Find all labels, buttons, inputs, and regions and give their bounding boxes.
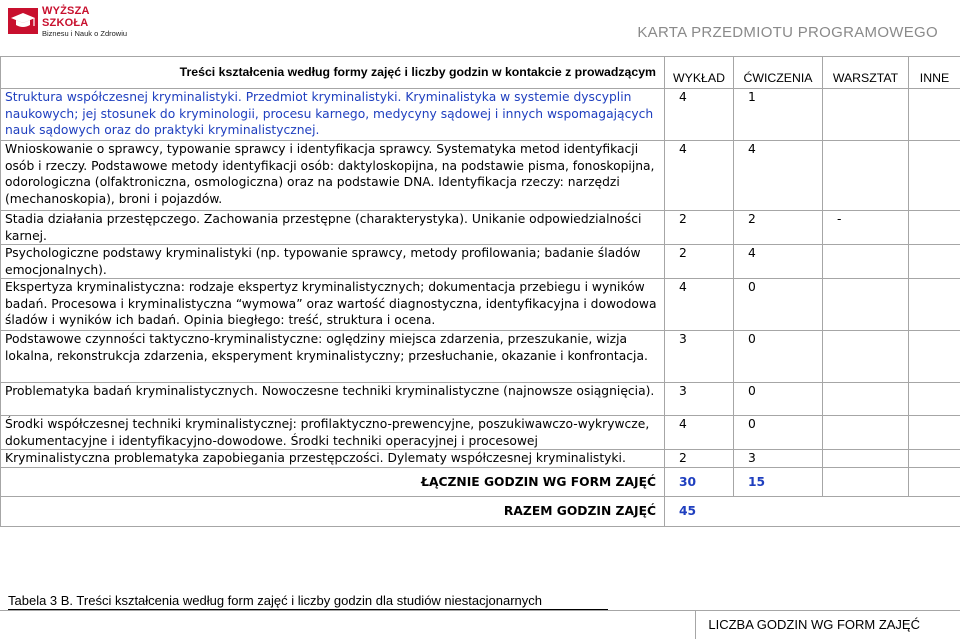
hours-warsztat — [823, 331, 909, 383]
table-title: Treści kształcenia według formy zajęć i liczby godzin w kontakcie z prowadzącym — [1, 57, 665, 89]
hours-cwiczenia: 2 — [734, 211, 823, 245]
total-inne — [909, 468, 960, 497]
next-table-label: LICZBA GODZIN WG FORM ZAJĘĆ — [708, 617, 920, 632]
hours-warsztat — [823, 279, 909, 331]
school-logo — [8, 6, 132, 36]
table-row — [1, 211, 960, 245]
column-header-inne: INNE — [909, 57, 960, 89]
column-header-wyklad: WYKŁAD — [665, 57, 734, 89]
topic-text: Struktura współczesnej kryminalistyki. Przedmiot kryminalistyki. Kryminalistyka w systemie dyscyplin naukowych; jej stosunek do kryminologii, procesu karnego, medycyny sądowej i innych wspomagających nauk sądowych oraz do praktyki kryminalistycznej. — [5, 90, 654, 137]
topic-cell — [1, 279, 665, 331]
hours-wyklad: 2 — [665, 450, 734, 468]
hours-inne — [909, 450, 960, 468]
hours-inne — [909, 331, 960, 383]
topic-cell — [1, 89, 665, 141]
hours-inne — [909, 141, 960, 211]
total-cwiczenia: 15 — [734, 468, 823, 497]
topic-text: Kryminalistyczna problematyka zapobiegania przestępczości. Dylematy współczesnej kryminalistyki. — [5, 451, 626, 465]
table-header-row — [1, 57, 960, 89]
hours-wyklad: 4 — [665, 416, 734, 450]
table-row — [1, 89, 960, 141]
table-row — [1, 279, 960, 331]
hours-cwiczenia: 0 — [734, 383, 823, 416]
column-header-warsztat: WARSZTAT — [823, 57, 909, 89]
topic-text: Środki współczesnej techniki kryminalistycznej: profilaktyczno-prewencyjne, poszukiwawczo-wykrywcze, dokumentacyjne i identyfikacyjno-dowodowe. Środki techniki operacyjnej i procesowej — [5, 417, 650, 448]
column-header-cwiczenia: ĆWICZENIA — [734, 57, 823, 89]
hours-warsztat — [823, 450, 909, 468]
topic-cell — [1, 331, 665, 383]
hours-warsztat — [823, 245, 909, 279]
table-row — [1, 245, 960, 279]
topic-cell — [1, 141, 665, 211]
topic-text: Problematyka badań kryminalistycznych. Nowoczesne techniki kryminalistyczne (najnowsze osiągnięcia). — [5, 384, 655, 398]
next-table-header — [0, 610, 960, 639]
topic-cell — [1, 245, 665, 279]
hours-wyklad: 2 — [665, 211, 734, 245]
logo-line-2: Biznesu i Nauk o Zdrowiu — [42, 28, 128, 38]
graduation-cap-icon — [8, 8, 38, 34]
hours-warsztat — [823, 383, 909, 416]
total-warsztat — [823, 468, 909, 497]
hours-wyklad: 2 — [665, 245, 734, 279]
hours-cwiczenia: 4 — [734, 141, 823, 211]
total-by-form-label: ŁĄCZNIE GODZIN WG FORM ZAJĘĆ — [1, 468, 665, 497]
table-row — [1, 331, 960, 383]
hours-warsztat — [823, 416, 909, 450]
hours-cwiczenia: 0 — [734, 331, 823, 383]
hours-inne — [909, 245, 960, 279]
hours-cwiczenia: 3 — [734, 450, 823, 468]
topic-cell — [1, 416, 665, 450]
table-row — [1, 416, 960, 450]
next-table-left-cell — [0, 611, 696, 639]
hours-wyklad: 4 — [665, 141, 734, 211]
table-row — [1, 383, 960, 416]
topic-cell — [1, 450, 665, 468]
hours-warsztat — [823, 89, 909, 141]
total-wyklad: 30 — [665, 468, 734, 497]
table-row — [1, 450, 960, 468]
hours-cwiczenia: 0 — [734, 279, 823, 331]
hours-cwiczenia: 1 — [734, 89, 823, 141]
document-title: KARTA PRZEDMIOTU PROGRAMOWEGO — [637, 24, 938, 41]
grand-total-label: RAZEM GODZIN ZAJĘĆ — [1, 497, 665, 527]
hours-inne — [909, 416, 960, 450]
topic-cell — [1, 211, 665, 245]
hours-inne — [909, 89, 960, 141]
hours-cwiczenia: 0 — [734, 416, 823, 450]
topic-text: Psychologiczne podstawy kryminalistyki (np. typowanie sprawcy, metody profilowania; badanie śladów emocjonalnych). — [5, 246, 641, 277]
course-content-table — [0, 56, 960, 527]
table-row — [1, 141, 960, 211]
topic-text: Ekspertyza kryminalistyczna: rodzaje ekspertyz kryminalistycznych; dokumentacja przebiegu i wyników badań. Procesowa i kryminalistyczna “wymowa” oraz wartość diagnostyczna, identyfikacyjna i dowodowa śladów i wyników ich badań. Opinia biegłego: treść, struktura i ocena. — [5, 280, 657, 327]
topic-cell — [1, 383, 665, 416]
topic-text: Stadia działania przestępczego. Zachowania przestępne (charakterystyka). Unikanie odpowiedzialności karnej. — [5, 212, 642, 243]
grand-total-row — [1, 497, 960, 527]
grand-total-value: 45 — [665, 497, 960, 527]
hours-wyklad: 3 — [665, 331, 734, 383]
topic-text: Wnioskowanie o sprawcy, typowanie sprawcy i identyfikacja sprawcy. Systematyka metod identyfikacji osób i rzeczy. Podstawowe metody identyfikacji osób: daktyloskopijna, na podstawie pisma, fonoskopijna, odorologiczna (olfaktroniczna, osmologiczna) oraz na podstawie DNA. Identyfikacja rzeczy: narzędzi (mechanoskopia), broni i pojazdów. — [5, 142, 655, 206]
hours-inne — [909, 279, 960, 331]
hours-wyklad: 3 — [665, 383, 734, 416]
total-by-form-row — [1, 468, 960, 497]
hours-wyklad: 4 — [665, 279, 734, 331]
hours-cwiczenia: 4 — [734, 245, 823, 279]
topic-text: Podstawowe czynności taktyczno-kryminalistyczne: oględziny miejsca zdarzenia, przeszukanie, wizja lokalna, rekonstrukcja zdarzenia, eksperyment kryminalistyczny; przesłuchanie, okazanie i konfrontacja. — [5, 332, 648, 363]
hours-warsztat — [823, 141, 909, 211]
hours-inne — [909, 211, 960, 245]
table-caption: Tabela 3 B. Treści kształcenia według form zajęć i liczby godzin dla studiów niestacjonarnych — [8, 593, 542, 608]
hours-warsztat: - — [823, 211, 909, 245]
logo-line-1: WYŻSZA SZKOŁA — [42, 4, 90, 29]
hours-wyklad: 4 — [665, 89, 734, 141]
hours-inne — [909, 383, 960, 416]
